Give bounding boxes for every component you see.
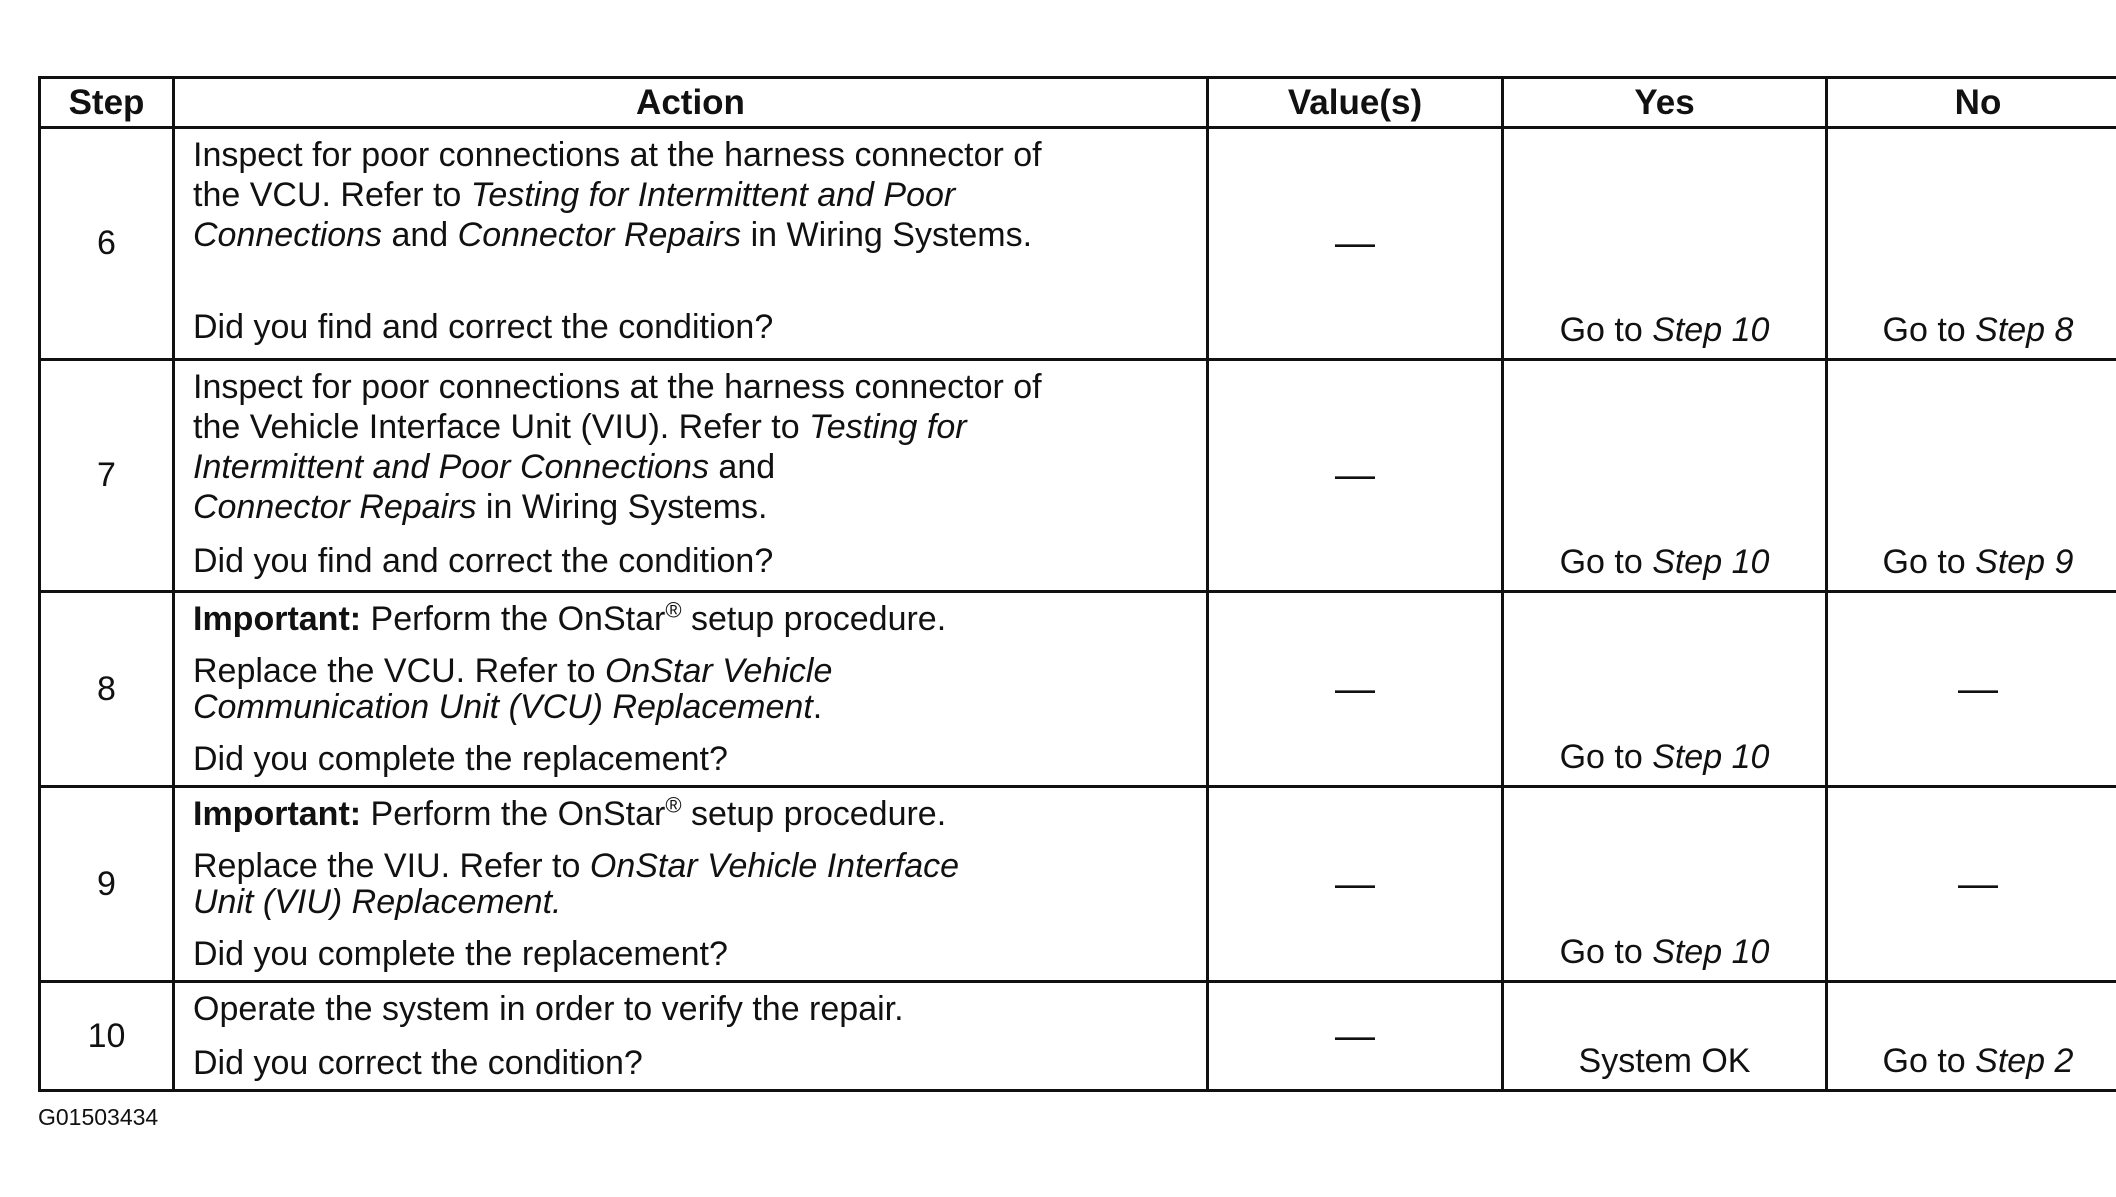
yes-cell: Go to Step 10 [1503,360,1827,592]
table-row-step-9 [40,787,2116,982]
action-question: Did you complete the replacement? [193,740,728,778]
no-cell: Go to Step 9 [1827,360,2116,592]
action-question: Did you find and correct the condition? [193,308,774,346]
action-cell [174,982,1208,1091]
action-text: Replace the VIU. Refer to OnStar Vehicle Interface [193,847,960,885]
diagnostic-table [38,76,2116,1092]
header-no: No [1827,78,2116,128]
action-cell [174,360,1208,592]
step-link: Step 10 [1652,311,1770,349]
step-number: 10 [40,982,174,1091]
yes-cell: Go to Step 10 [1503,592,1827,787]
step-link: Step 9 [1975,543,2074,581]
value-cell: — [1208,592,1503,787]
action-text: the VCU. Refer to Testing for Intermittent and Poor [193,176,956,214]
action-text: Unit (VIU) Replacement. [193,883,562,921]
step-number: 6 [40,128,174,360]
action-text: Inspect for poor connections at the harness connector of [193,136,1042,174]
action-text: the Vehicle Interface Unit (VIU). Refer to Testing for [193,408,967,446]
value-cell: — [1208,787,1503,982]
action-text: Intermittent and Poor Connections and [193,448,776,486]
action-text: Connections and Connector Repairs in Wiring Systems. [193,216,1033,254]
action-cell [174,128,1208,360]
important-note: Important: Perform the OnStar® setup procedure. [193,597,947,638]
step-link: Step 2 [1975,1042,2074,1080]
no-cell: Go to Step 2 [1827,982,2116,1091]
table-row-step-7 [40,360,2116,592]
step-number: 7 [40,360,174,592]
action-cell [174,787,1208,982]
action-question: Did you complete the replacement? [193,935,728,973]
step-link: Step 8 [1975,311,2074,349]
step-link: Step 10 [1652,933,1770,971]
step-number: 8 [40,592,174,787]
figure-id: G01503434 [38,1104,159,1130]
header-step: Step [40,78,174,128]
action-question: Did you find and correct the condition? [193,542,774,580]
step-number: 9 [40,787,174,982]
action-text: Communication Unit (VCU) Replacement. [193,688,823,726]
table-row-step-6 [40,128,2116,360]
step-link: Step 10 [1652,738,1770,776]
action-text: Operate the system in order to verify the repair. [193,990,904,1028]
header-yes: Yes [1503,78,1827,128]
table-row-step-8 [40,592,2116,787]
no-cell: — [1827,592,2116,787]
table-row-step-10 [40,982,2116,1091]
header-values: Value(s) [1208,78,1503,128]
action-text: Replace the VCU. Refer to OnStar Vehicle [193,652,833,690]
action-text: Inspect for poor connections at the harness connector of [193,368,1042,406]
header-row [40,78,2116,128]
value-cell: — [1208,360,1503,592]
yes-cell: Go to Step 10 [1503,787,1827,982]
important-note: Important: Perform the OnStar® setup procedure. [193,792,947,833]
action-text: Connector Repairs in Wiring Systems. [193,488,768,526]
yes-cell: Go to Step 10 [1503,128,1827,360]
header-action: Action [174,78,1208,128]
action-cell [174,592,1208,787]
step-link: Step 10 [1652,543,1770,581]
yes-cell: System OK [1503,982,1827,1091]
value-cell: — [1208,982,1503,1091]
action-question: Did you correct the condition? [193,1044,643,1082]
no-cell: Go to Step 8 [1827,128,2116,360]
value-cell: — [1208,128,1503,360]
no-cell: — [1827,787,2116,982]
